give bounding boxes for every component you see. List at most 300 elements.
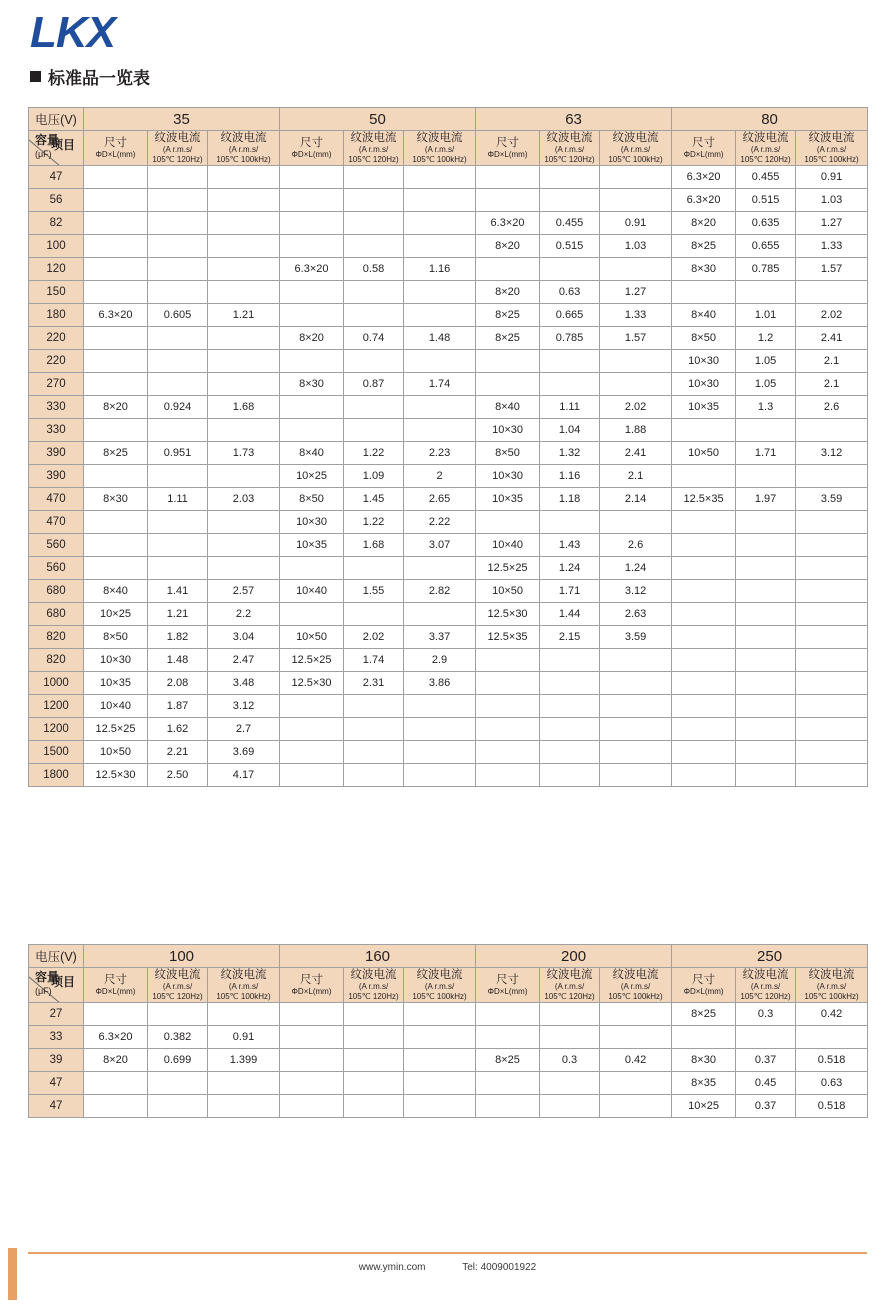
value-cell: 1.11 <box>540 395 600 418</box>
value-cell <box>404 165 476 188</box>
value-cell: 2.57 <box>208 579 280 602</box>
value-cell <box>148 349 208 372</box>
value-cell: 1.33 <box>600 303 672 326</box>
value-cell: 0.74 <box>344 326 404 349</box>
size-header-cell: 尺寸 ΦD×L(mm) <box>84 131 148 166</box>
value-cell: 0.785 <box>736 257 796 280</box>
value-cell <box>476 694 540 717</box>
ripple-100khz-header-cell: 纹波电流 (A r.m.s/ 105℃ 100kHz) <box>600 968 672 1003</box>
value-cell: 8×35 <box>672 1071 736 1094</box>
value-cell <box>796 464 868 487</box>
value-cell: 2.14 <box>600 487 672 510</box>
value-cell: 1.05 <box>736 349 796 372</box>
value-cell <box>476 648 540 671</box>
value-cell <box>796 579 868 602</box>
table-row <box>29 303 868 326</box>
value-cell: 6.3×20 <box>280 257 344 280</box>
value-cell: 1.33 <box>796 234 868 257</box>
value-cell <box>600 188 672 211</box>
value-cell <box>208 533 280 556</box>
value-cell <box>148 1071 208 1094</box>
capacitance-cell: 820 <box>29 648 84 671</box>
value-cell <box>84 280 148 303</box>
value-cell: 1.22 <box>344 510 404 533</box>
value-cell <box>280 556 344 579</box>
value-cell: 0.3 <box>540 1048 600 1071</box>
value-cell: 2.41 <box>600 441 672 464</box>
voltage-value-cell: 100 <box>84 945 280 968</box>
table2-voltage-header-row <box>29 945 868 968</box>
value-cell <box>476 372 540 395</box>
value-cell <box>736 556 796 579</box>
value-cell: 10×25 <box>84 602 148 625</box>
value-cell: 8×40 <box>84 579 148 602</box>
capacitance-cell: 220 <box>29 349 84 372</box>
value-cell <box>796 740 868 763</box>
size-header-cell: 尺寸 ΦD×L(mm) <box>84 968 148 1003</box>
value-cell: 0.91 <box>600 211 672 234</box>
value-cell <box>404 211 476 234</box>
capacitance-cell: 680 <box>29 602 84 625</box>
value-cell <box>736 648 796 671</box>
value-cell: 1.27 <box>600 280 672 303</box>
value-cell: 2.02 <box>600 395 672 418</box>
section-title-text: 标准品一览表 <box>48 69 150 88</box>
value-cell <box>600 1002 672 1025</box>
bullet-square-icon <box>30 71 41 82</box>
value-cell: 2.1 <box>796 372 868 395</box>
value-cell: 1.04 <box>540 418 600 441</box>
value-cell <box>344 303 404 326</box>
value-cell: 1.44 <box>540 602 600 625</box>
value-cell: 3.07 <box>404 533 476 556</box>
value-cell: 1.73 <box>208 441 280 464</box>
value-cell: 0.91 <box>796 165 868 188</box>
table-row <box>29 602 868 625</box>
capacitance-cell: 820 <box>29 625 84 648</box>
value-cell: 10×30 <box>672 372 736 395</box>
value-cell <box>344 717 404 740</box>
value-cell <box>736 717 796 740</box>
capacitance-cell: 270 <box>29 372 84 395</box>
capacitance-cell: 100 <box>29 234 84 257</box>
value-cell: 1.82 <box>148 625 208 648</box>
standard-products-table-1 <box>28 107 868 787</box>
value-cell: 2.22 <box>404 510 476 533</box>
table-row <box>29 165 868 188</box>
table-row <box>29 717 868 740</box>
voltage-value-cell: 250 <box>672 945 868 968</box>
value-cell <box>148 418 208 441</box>
value-cell: 2.21 <box>148 740 208 763</box>
value-cell <box>672 533 736 556</box>
value-cell: 1.57 <box>600 326 672 349</box>
value-cell: 2.9 <box>404 648 476 671</box>
size-header-cell: 尺寸 ΦD×L(mm) <box>672 968 736 1003</box>
voltage-value-cell: 200 <box>476 945 672 968</box>
value-cell <box>84 188 148 211</box>
value-cell <box>600 1071 672 1094</box>
value-cell <box>208 326 280 349</box>
ripple-100khz-header-cell: 纹波电流 (A r.m.s/ 105℃ 100kHz) <box>404 131 476 166</box>
value-cell: 12.5×35 <box>476 625 540 648</box>
capacitance-cell: 330 <box>29 395 84 418</box>
value-cell <box>476 165 540 188</box>
value-cell: 2.03 <box>208 487 280 510</box>
ripple-120hz-header-cell: 纹波电流 (A r.m.s/ 105℃ 120Hz) <box>344 968 404 1003</box>
capacitance-cell: 1000 <box>29 671 84 694</box>
table-row <box>29 740 868 763</box>
value-cell: 2.6 <box>796 395 868 418</box>
item-capacitance-corner-cell: 项目 容量 (μF) <box>29 131 84 166</box>
capacitance-cell: 1200 <box>29 694 84 717</box>
value-cell <box>84 165 148 188</box>
table-row <box>29 372 868 395</box>
value-cell: 1.03 <box>796 188 868 211</box>
size-header-cell: 尺寸 ΦD×L(mm) <box>672 131 736 166</box>
value-cell <box>672 763 736 786</box>
table-row <box>29 280 868 303</box>
value-cell: 2.08 <box>148 671 208 694</box>
value-cell: 3.86 <box>404 671 476 694</box>
value-cell <box>796 671 868 694</box>
voltage-value-cell: 160 <box>280 945 476 968</box>
value-cell: 1.48 <box>404 326 476 349</box>
value-cell: 0.515 <box>736 188 796 211</box>
value-cell <box>672 717 736 740</box>
value-cell: 3.48 <box>208 671 280 694</box>
value-cell <box>148 326 208 349</box>
value-cell <box>208 165 280 188</box>
value-cell: 8×50 <box>280 487 344 510</box>
value-cell <box>280 188 344 211</box>
value-cell <box>148 1094 208 1117</box>
value-cell: 1.21 <box>208 303 280 326</box>
value-cell <box>404 1048 476 1071</box>
value-cell <box>476 717 540 740</box>
value-cell: 0.37 <box>736 1048 796 1071</box>
value-cell: 1.27 <box>796 211 868 234</box>
value-cell: 3.12 <box>208 694 280 717</box>
value-cell: 1.71 <box>736 441 796 464</box>
table-row <box>29 464 868 487</box>
capacitance-cell: 220 <box>29 326 84 349</box>
value-cell <box>672 1025 736 1048</box>
value-cell <box>344 763 404 786</box>
value-cell <box>672 602 736 625</box>
value-cell: 2.50 <box>148 763 208 786</box>
value-cell: 8×25 <box>476 326 540 349</box>
size-header-cell: 尺寸 ΦD×L(mm) <box>280 131 344 166</box>
value-cell <box>280 1071 344 1094</box>
value-cell <box>736 763 796 786</box>
value-cell <box>600 763 672 786</box>
value-cell: 3.04 <box>208 625 280 648</box>
value-cell: 2.7 <box>208 717 280 740</box>
value-cell: 1.11 <box>148 487 208 510</box>
value-cell: 12.5×30 <box>280 671 344 694</box>
value-cell <box>344 349 404 372</box>
value-cell <box>476 257 540 280</box>
value-cell <box>148 533 208 556</box>
footer-accent-bar <box>8 1248 17 1300</box>
value-cell <box>540 188 600 211</box>
value-cell: 0.3 <box>736 1002 796 1025</box>
value-cell <box>148 464 208 487</box>
value-cell <box>208 1002 280 1025</box>
value-cell: 2.47 <box>208 648 280 671</box>
value-cell <box>344 211 404 234</box>
value-cell: 0.63 <box>796 1071 868 1094</box>
value-cell: 2.1 <box>600 464 672 487</box>
value-cell <box>344 1002 404 1025</box>
value-cell: 0.635 <box>736 211 796 234</box>
capacitance-cell: 390 <box>29 441 84 464</box>
value-cell <box>404 395 476 418</box>
value-cell <box>476 188 540 211</box>
table-row <box>29 326 868 349</box>
value-cell <box>208 418 280 441</box>
value-cell <box>344 556 404 579</box>
value-cell <box>476 763 540 786</box>
value-cell <box>796 418 868 441</box>
table-row <box>29 418 868 441</box>
value-cell: 8×25 <box>672 1002 736 1025</box>
value-cell <box>148 372 208 395</box>
value-cell: 1.399 <box>208 1048 280 1071</box>
table-row <box>29 579 868 602</box>
ripple-120hz-header-cell: 纹波电流 (A r.m.s/ 105℃ 120Hz) <box>148 131 208 166</box>
footer-tel: Tel: 4009001922 <box>462 1262 537 1273</box>
value-cell: 1.97 <box>736 487 796 510</box>
value-cell <box>208 280 280 303</box>
value-cell <box>148 257 208 280</box>
ripple-120hz-header-cell: 纹波电流 (A r.m.s/ 105℃ 120Hz) <box>540 968 600 1003</box>
value-cell: 1.88 <box>600 418 672 441</box>
value-cell <box>344 694 404 717</box>
value-cell: 1.16 <box>404 257 476 280</box>
value-cell: 2.23 <box>404 441 476 464</box>
table-row <box>29 1071 868 1094</box>
value-cell <box>404 717 476 740</box>
value-cell <box>672 579 736 602</box>
value-cell <box>796 1025 868 1048</box>
table-row <box>29 211 868 234</box>
value-cell: 0.382 <box>148 1025 208 1048</box>
value-cell <box>404 234 476 257</box>
value-cell: 8×30 <box>280 372 344 395</box>
value-cell: 1.43 <box>540 533 600 556</box>
value-cell <box>280 1002 344 1025</box>
footer-divider <box>28 1252 867 1254</box>
section-title <box>30 64 150 89</box>
value-cell: 6.3×20 <box>476 211 540 234</box>
value-cell: 1.45 <box>344 487 404 510</box>
value-cell: 2.63 <box>600 602 672 625</box>
ripple-100khz-header-cell: 纹波电流 (A r.m.s/ 105℃ 100kHz) <box>796 131 868 166</box>
table-row <box>29 1048 868 1071</box>
value-cell <box>84 1002 148 1025</box>
value-cell <box>404 418 476 441</box>
value-cell <box>600 717 672 740</box>
value-cell: 3.59 <box>796 487 868 510</box>
value-cell <box>208 188 280 211</box>
value-cell: 2.2 <box>208 602 280 625</box>
value-cell <box>148 234 208 257</box>
value-cell <box>672 671 736 694</box>
value-cell <box>476 1071 540 1094</box>
value-cell <box>736 579 796 602</box>
value-cell: 8×50 <box>672 326 736 349</box>
value-cell <box>280 303 344 326</box>
value-cell: 8×40 <box>280 441 344 464</box>
value-cell: 2.82 <box>404 579 476 602</box>
capacitance-cell: 82 <box>29 211 84 234</box>
value-cell <box>404 188 476 211</box>
value-cell: 1.16 <box>540 464 600 487</box>
value-cell <box>540 1025 600 1048</box>
value-cell <box>344 418 404 441</box>
value-cell: 1.62 <box>148 717 208 740</box>
value-cell <box>600 1025 672 1048</box>
value-cell: 1.09 <box>344 464 404 487</box>
value-cell <box>540 1094 600 1117</box>
value-cell <box>148 510 208 533</box>
value-cell: 8×20 <box>84 395 148 418</box>
value-cell: 1.74 <box>344 648 404 671</box>
value-cell <box>344 280 404 303</box>
value-cell: 0.87 <box>344 372 404 395</box>
value-cell <box>540 717 600 740</box>
value-cell <box>148 165 208 188</box>
value-cell: 0.45 <box>736 1071 796 1094</box>
value-cell <box>404 280 476 303</box>
capacitance-cell: 680 <box>29 579 84 602</box>
value-cell: 10×50 <box>672 441 736 464</box>
value-cell: 1.68 <box>208 395 280 418</box>
value-cell: 1.41 <box>148 579 208 602</box>
value-cell: 3.59 <box>600 625 672 648</box>
value-cell: 0.515 <box>540 234 600 257</box>
value-cell: 12.5×35 <box>672 487 736 510</box>
value-cell <box>540 763 600 786</box>
value-cell <box>796 556 868 579</box>
value-cell <box>540 671 600 694</box>
value-cell <box>344 1025 404 1048</box>
value-cell <box>84 326 148 349</box>
value-cell: 8×30 <box>84 487 148 510</box>
value-cell <box>540 257 600 280</box>
value-cell <box>84 349 148 372</box>
footer-website: www.ymin.com <box>358 1262 426 1273</box>
capacitance-cell: 56 <box>29 188 84 211</box>
value-cell <box>404 740 476 763</box>
value-cell: 12.5×30 <box>84 763 148 786</box>
value-cell <box>344 1094 404 1117</box>
value-cell <box>208 464 280 487</box>
table-row <box>29 1002 868 1025</box>
value-cell <box>736 280 796 303</box>
value-cell <box>344 395 404 418</box>
size-header-cell: 尺寸 ΦD×L(mm) <box>280 968 344 1003</box>
value-cell <box>208 1071 280 1094</box>
ripple-120hz-header-cell: 纹波电流 (A r.m.s/ 105℃ 120Hz) <box>148 968 208 1003</box>
value-cell: 10×50 <box>280 625 344 648</box>
value-cell <box>84 234 148 257</box>
value-cell <box>736 625 796 648</box>
table1-subheader-row <box>29 131 868 166</box>
value-cell <box>672 740 736 763</box>
value-cell <box>208 510 280 533</box>
value-cell <box>148 1002 208 1025</box>
value-cell: 6.3×20 <box>672 165 736 188</box>
value-cell <box>736 602 796 625</box>
footer-text <box>0 1262 895 1273</box>
table-row <box>29 510 868 533</box>
ripple-120hz-header-cell: 纹波电流 (A r.m.s/ 105℃ 120Hz) <box>540 131 600 166</box>
value-cell <box>540 694 600 717</box>
value-cell <box>280 1025 344 1048</box>
value-cell: 3.37 <box>404 625 476 648</box>
table-row <box>29 694 868 717</box>
value-cell: 10×35 <box>476 487 540 510</box>
value-cell <box>208 349 280 372</box>
value-cell: 10×30 <box>280 510 344 533</box>
voltage-value-cell: 80 <box>672 108 868 131</box>
value-cell: 0.58 <box>344 257 404 280</box>
value-cell: 8×25 <box>476 303 540 326</box>
value-cell <box>344 1071 404 1094</box>
table2-subheader-row <box>29 968 868 1003</box>
value-cell <box>208 556 280 579</box>
value-cell: 8×20 <box>84 1048 148 1071</box>
value-cell: 8×40 <box>476 395 540 418</box>
value-cell: 0.42 <box>600 1048 672 1071</box>
value-cell <box>84 1071 148 1094</box>
table-row <box>29 648 868 671</box>
value-cell: 1.01 <box>736 303 796 326</box>
value-cell: 10×25 <box>672 1094 736 1117</box>
value-cell <box>476 671 540 694</box>
value-cell <box>344 740 404 763</box>
capacitance-cell: 150 <box>29 280 84 303</box>
value-cell <box>344 234 404 257</box>
capacitance-cell: 1800 <box>29 763 84 786</box>
value-cell <box>280 418 344 441</box>
standard-products-table-2 <box>28 944 868 1118</box>
value-cell <box>404 602 476 625</box>
value-cell <box>84 533 148 556</box>
value-cell <box>600 1094 672 1117</box>
value-cell: 2.02 <box>796 303 868 326</box>
value-cell: 6.3×20 <box>672 188 736 211</box>
capacitance-cell: 47 <box>29 1071 84 1094</box>
value-cell <box>600 257 672 280</box>
value-cell: 0.785 <box>540 326 600 349</box>
value-cell <box>84 418 148 441</box>
voltage-label-cell: 电压(V) <box>29 108 84 131</box>
value-cell <box>344 602 404 625</box>
table-row <box>29 533 868 556</box>
value-cell <box>600 740 672 763</box>
capacitance-cell: 33 <box>29 1025 84 1048</box>
value-cell <box>208 1094 280 1117</box>
value-cell <box>280 280 344 303</box>
value-cell <box>280 1094 344 1117</box>
value-cell: 10×40 <box>280 579 344 602</box>
ripple-120hz-header-cell: 纹波电流 (A r.m.s/ 105℃ 120Hz) <box>344 131 404 166</box>
value-cell <box>736 464 796 487</box>
